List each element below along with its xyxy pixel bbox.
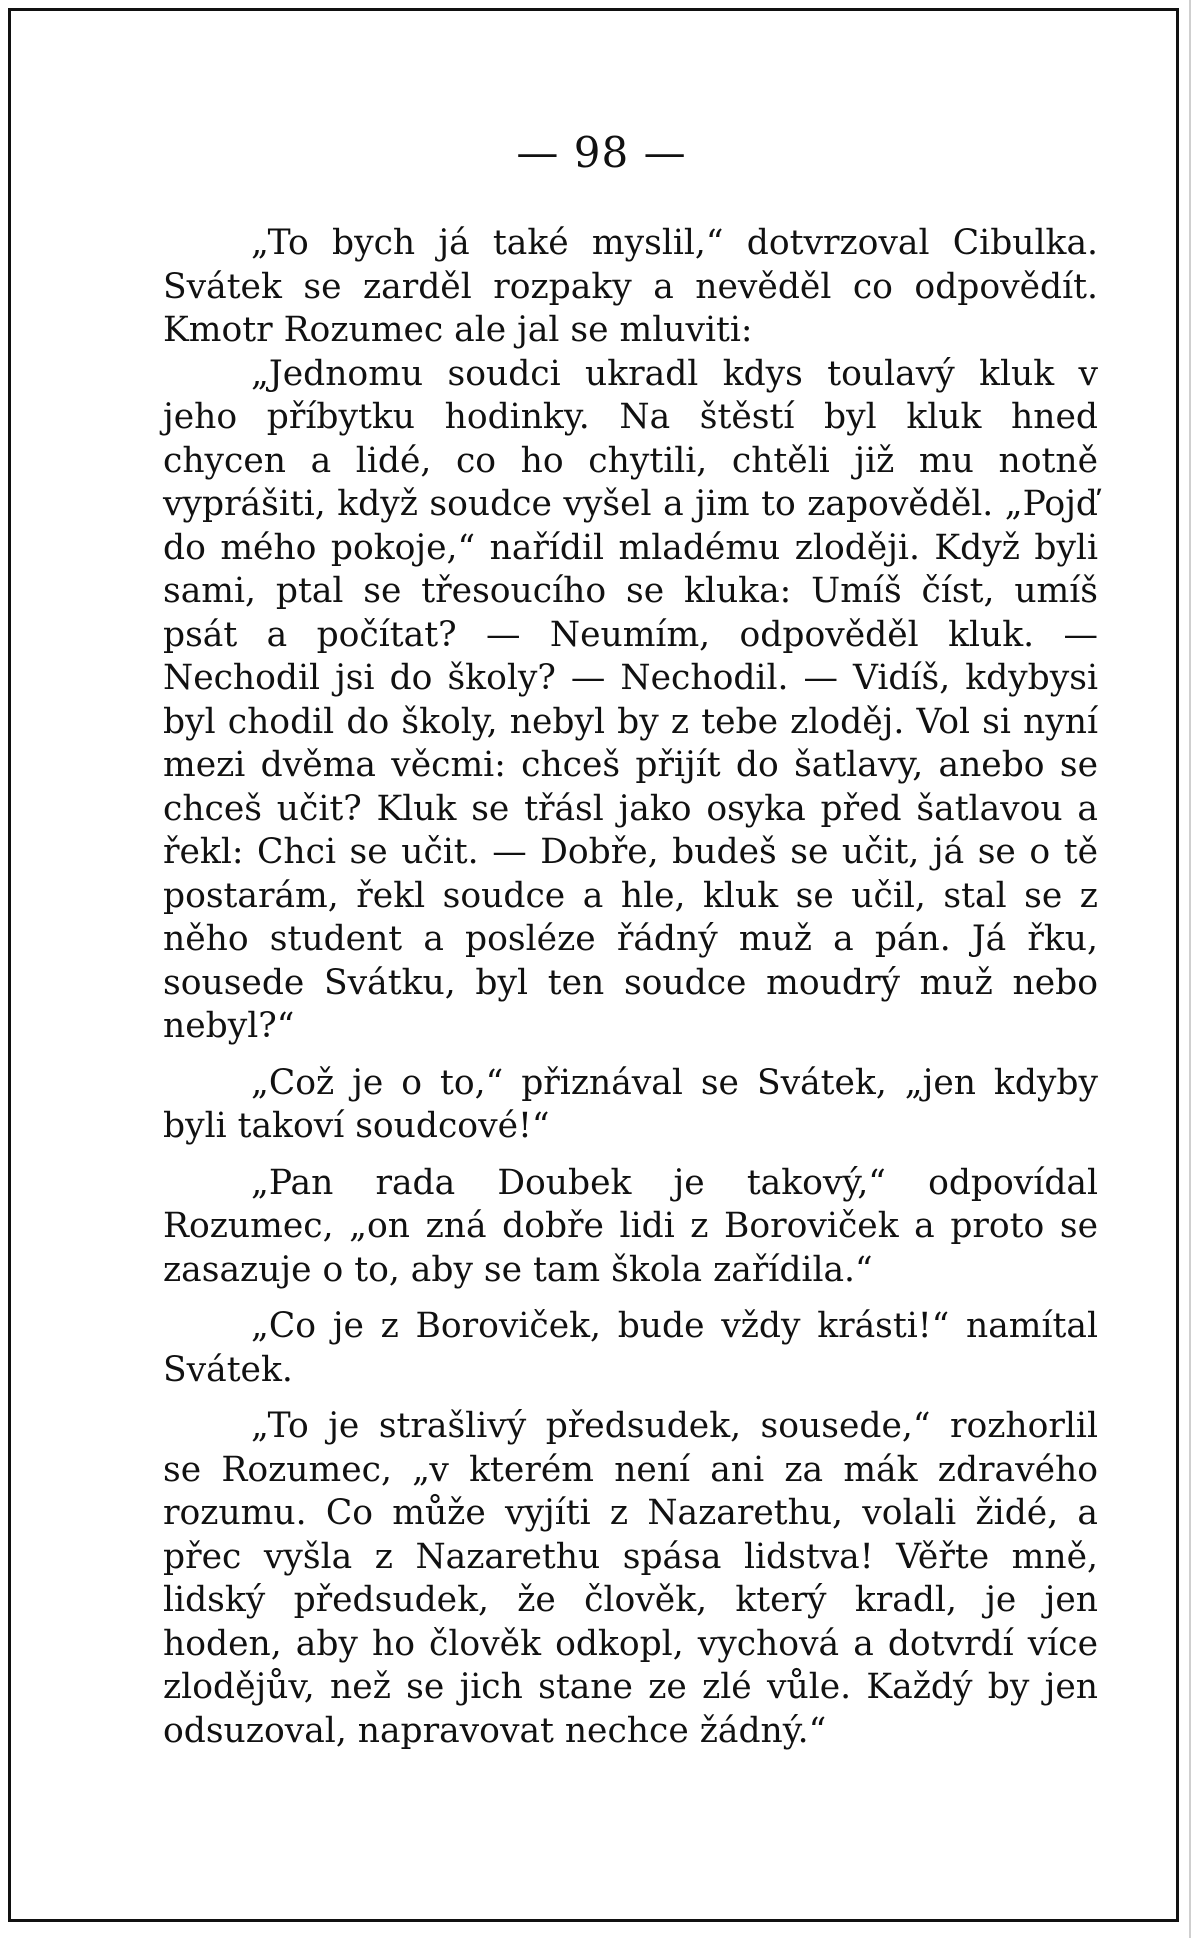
paragraph: „Jednomu soudci ukradl kdys toulavý kluk v jeho příbytku hodinky. Na štěstí byl kluk hned chycen a lidé, co ho chytili, chtěli již mu notně vyprášiti, když soudce vyšel a jim to zapověděl. „Pojď do mého pokoje,“ nařídil mladému zloději. Když byli sami, ptal se třesoucího se kluka: Umíš číst, umíš psát a počítat? — Neumím, odpověděl kluk. — Nechodil jsi do školy? — Nechodil. — Vidíš, kdybysi byl chodil do školy, nebyl by z tebe zloděj. Vol si nyní mezi dvěma věcmi: chceš přijít do šatlavy, anebo se chceš učit? Kluk se třásl jako osyka před šatlavou a řekl: Chci se učit. — Dobře, budeš se učit, já se o tě postarám, řekl soudce a hle, kluk se učil, stal se z něho student a posléze řádný muž a pán. Já řku, sousede Svátku, byl ten soudce moudrý muž nebo nebyl?“ (163, 353, 1098, 1046)
paragraph: „To bych já také myslil,“ dotvrzoval Cibulka. Svátek se zarděl rozpaky a nevěděl co odpovědít. Kmotr Rozumec ale jal se mluviti: (163, 223, 1098, 350)
paragraph: „To je strašlivý předsudek, sousede,“ rozhorlil se Rozumec, „v kterém není ani za mák zdravého rozumu. Co může vyjíti z Nazarethu, volali židé, a přec vyšla z Nazarethu spása lidstva! Věřte mně, lidský předsudek, že člověk, který kradl, je jen hoden, aby ho člověk odkopl, vychová a dotvrdí více zlodějův, než se jich stane ze zlé vůle. Každý by jen odsuzoval, napravovat nechce žádný.“ (163, 1406, 1098, 1751)
page-number: — 98 — (516, 128, 687, 177)
paragraph: „Co je z Boroviček, bude vždy krásti!“ namítal Svátek. (163, 1306, 1098, 1390)
body-text (163, 222, 1098, 1753)
scan-edge (1189, 0, 1203, 1938)
paragraph: „Pan rada Doubek je takový,“ odpovídal Rozumec, „on zná dobře lidi z Boroviček a proto se zasazuje o to, aby se tam škola zařídila.“ (163, 1162, 1098, 1290)
paragraph: „Což je o to,“ přiznával se Svátek, „jen kdyby byli takoví soudcové!“ (163, 1062, 1098, 1146)
